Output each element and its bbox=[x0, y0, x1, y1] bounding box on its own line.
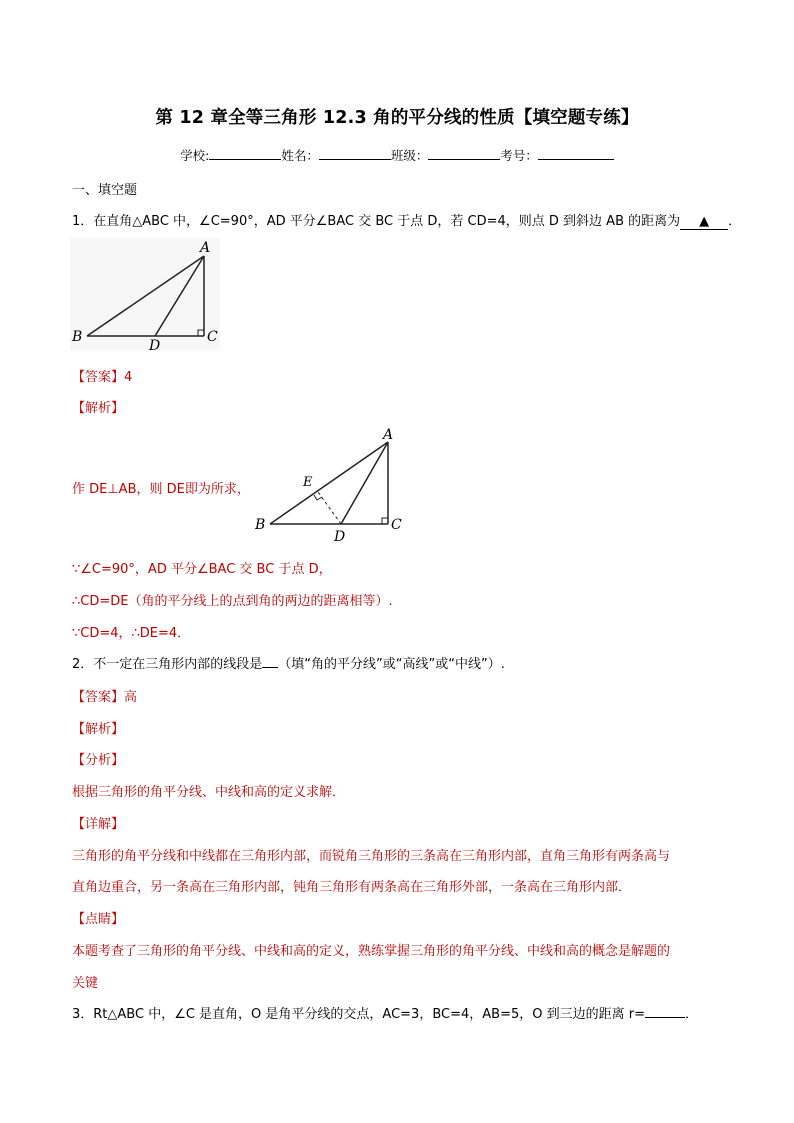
analysis-1-label: 【解析】 bbox=[72, 401, 125, 416]
figure-2 bbox=[252, 424, 412, 544]
solution-1-line-3: ∵CD=4，∴DE=4． bbox=[72, 626, 191, 641]
fenxi-2-text: 根据三角形的角平分线、中线和高的定义求解． bbox=[72, 785, 346, 800]
answer-2 bbox=[72, 686, 137, 705]
dianjing-2-label: 【点睛】 bbox=[72, 912, 125, 927]
name-label: 姓名： bbox=[281, 148, 319, 163]
figure-2-right-angle-e bbox=[314, 495, 322, 500]
section-heading: 一、填空题 bbox=[72, 183, 138, 198]
exam-label: 考号： bbox=[500, 148, 538, 163]
question-2-blank bbox=[262, 655, 278, 668]
answer-2-label: 【答案】 bbox=[72, 690, 125, 705]
question-1-text: 1．在直角△ABC 中，∠C=90°，AD 平分∠BAC 交 BC 于点 D，若 CD=4，则点 D 到斜边 AB 的距离为 bbox=[72, 214, 681, 229]
question-2 bbox=[72, 653, 505, 672]
class-label: 班级： bbox=[390, 148, 429, 163]
figure-2-side-ab bbox=[270, 442, 388, 524]
question-1-end: ． bbox=[728, 214, 742, 229]
figure-1 bbox=[70, 238, 220, 350]
exam-blank bbox=[538, 147, 614, 160]
figure-1-label-d: D bbox=[149, 338, 161, 350]
detail-2-line-2: 直角边重合，另一条高在三角形内部，钝角三角形有两条高在三角形外部，一条高在三角形内部． bbox=[72, 880, 632, 895]
question-3-end: ． bbox=[684, 1007, 698, 1022]
figure-2-label-c: C bbox=[391, 517, 402, 533]
dianjing-2-line-2: 关键 bbox=[72, 976, 99, 991]
figure-2-bisector-ad bbox=[341, 442, 388, 524]
question-1 bbox=[72, 210, 741, 230]
question-2-text-after: （填“角的平分线”或“高线”或“中线”）. bbox=[278, 657, 505, 672]
detail-2-label: 【详解】 bbox=[72, 817, 125, 832]
solution-1-intro: 作 DE⊥AB，则 DE即为所求， bbox=[72, 482, 250, 497]
solution-1-line-1: ∵∠C=90°，AD 平分∠BAC 交 BC 于点 D， bbox=[72, 562, 332, 577]
school-label: 学校: bbox=[180, 148, 210, 163]
question-3-text: 3．Rt△ABC 中，∠C 是直角，O 是角平分线的交点，AC=3，BC=4，AB=5，O 到三边的距离 r= bbox=[72, 1007, 645, 1022]
answer-1-label: 【答案】 bbox=[72, 370, 125, 385]
question-2-text-before: 2．不一定在三角形内部的线段是 bbox=[72, 657, 263, 672]
analysis-2-label: 【解析】 bbox=[72, 722, 125, 737]
figure-2-label-a: A bbox=[383, 427, 394, 443]
figure-1-label-c: C bbox=[207, 329, 218, 345]
name-blank bbox=[319, 147, 391, 160]
figure-2-label-b: B bbox=[255, 517, 266, 533]
solution-1-line-2: ∴CD=DE（角的平分线上的点到角的两边的距离相等）. bbox=[72, 594, 393, 609]
question-3-blank bbox=[645, 1005, 685, 1018]
detail-2-line-1: 三角形的角平分线和中线都在三角形内部，而锐角三角形的三条高在三角形内部，直角三角形有两条高与 bbox=[72, 849, 671, 864]
class-blank bbox=[428, 147, 500, 160]
school-blank bbox=[209, 147, 281, 160]
question-1-blank bbox=[680, 214, 728, 230]
question-3 bbox=[72, 1003, 698, 1022]
answer-2-value: 高 bbox=[124, 690, 138, 705]
figure-1-label-b: B bbox=[72, 329, 83, 345]
student-info-line bbox=[0, 146, 794, 164]
figure-2-label-e: E bbox=[303, 475, 313, 490]
figure-1-label-a: A bbox=[200, 240, 211, 256]
figure-2-label-d: D bbox=[334, 529, 346, 544]
page-title: 第 12 章全等三角形 12.3 角的平分线的性质【填空题专练】 bbox=[155, 108, 639, 128]
fenxi-2-label: 【分析】 bbox=[72, 753, 125, 768]
blank-mark-icon: ▲ bbox=[699, 214, 710, 229]
answer-1-value: 4 bbox=[124, 370, 133, 385]
figure-2-right-angle-c bbox=[382, 518, 388, 524]
dianjing-2-line-1: 本题考查了三角形的角平分线、中线和高的定义，熟练掌握三角形的角平分线、中线和高的概念是解题的 bbox=[72, 944, 671, 959]
answer-1 bbox=[72, 366, 132, 385]
